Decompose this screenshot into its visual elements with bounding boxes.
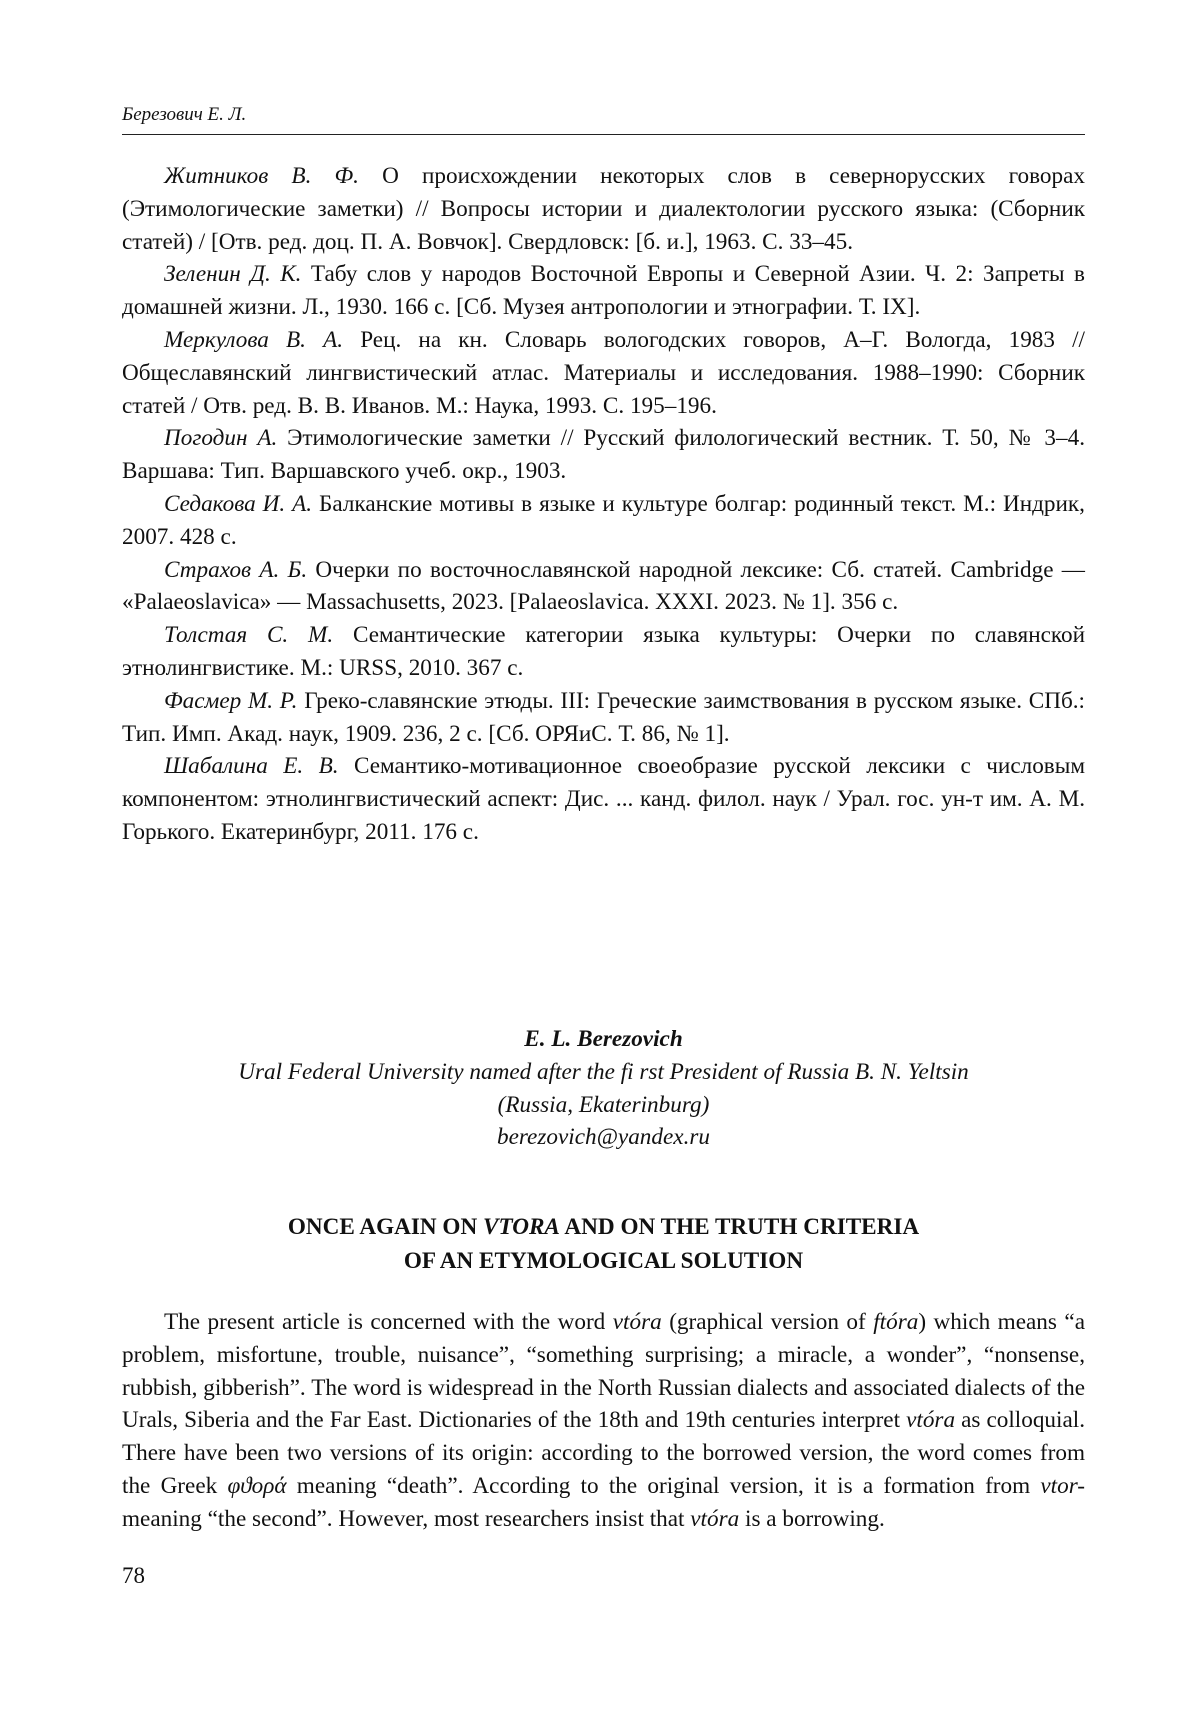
reference-text: Семантико-мотивационное своеобразие русской лексики с числовым компонентом: этнолингвистический аспект: Дис. ... канд. филол. наук / Урал. гос. ун-т им. А. М. Горького. Екатеринбург, 2011. 176 с. bbox=[122, 753, 1085, 845]
reference-text: Рец. на кн. Словарь вологодских говоров, А–Г. Вологда, 1983 // Общеславянский лингвистический атлас. Материалы и исследования. 1988–1990: Сборник статей / Отв. ред. В. В. Иванов. М.: Наука, 1993. С. 195–196. bbox=[122, 326, 1086, 419]
reference-author: Зеленин Д. К. bbox=[164, 261, 302, 288]
abstract-italic: φϑορά bbox=[227, 1472, 287, 1499]
author-location: (Russia, Ekaterinburg) bbox=[497, 1091, 710, 1118]
reference-author: Фасмер М. Р. bbox=[164, 687, 298, 714]
reference-text: О происхождении некоторых слов в севернорусских говорах (Этимологические заметки) // Вопросы истории и диалектологии русского языка: (Сборник статей) / [Отв. ред. доц. П. А. Вовчок]. Свердловск: [б. и.], 1963. С. 33–45. bbox=[122, 163, 1085, 255]
reference-author: Меркулова В. А. bbox=[164, 326, 344, 353]
reference-text: Семантические категории языка культуры: Очерки по славянской этнолингвистике. М.: URSS, 2010. 367 с. bbox=[122, 622, 1085, 681]
reference-list bbox=[122, 160, 1085, 849]
reference-item bbox=[122, 422, 1085, 488]
reference-item bbox=[122, 324, 1085, 422]
title-line-2: OF AN ETYMOLOGICAL SOLUTION bbox=[403, 1248, 804, 1274]
reference-item bbox=[122, 488, 1085, 554]
reference-author: Страхов А. Б. bbox=[164, 556, 308, 583]
reference-author: Толстая С. М. bbox=[164, 622, 334, 649]
reference-item bbox=[122, 554, 1085, 620]
abstract-text: is a borrowing. bbox=[739, 1505, 885, 1532]
title-text: AND ON THE TRUTH CRITERIA bbox=[559, 1214, 920, 1240]
abstract-text: ) which means “a problem, misfortune, trouble, nuisance”, “something surprising; a miracle, a wonder”, “nonsense, rubbish, gibberish”. The word is widespread in the North Russian dialects and associated dialects of the Urals, Siberia and the Far East. Dictionaries of the 18th and 19th centuries interpret bbox=[122, 1309, 1085, 1434]
abstract-italic: vtóra bbox=[690, 1505, 740, 1532]
reference-text: Табу слов у народов Восточной Европы и Северной Азии. Ч. 2: Запреты в домашней жизни. Л., 1930. 166 с. [Сб. Музея антропологии и этнографии. Т. IX]. bbox=[122, 261, 1085, 321]
running-head: Березович Е. Л. bbox=[122, 104, 247, 125]
title-text: ONCE AGAIN ON bbox=[287, 1214, 483, 1240]
author-institution: Ural Federal University named after the fi rst President of Russia B. N. Yeltsin bbox=[238, 1058, 969, 1085]
title-italic-word: VTORA bbox=[483, 1214, 560, 1240]
abstract-italic: vtóra bbox=[906, 1407, 956, 1434]
reference-text: Этимологические заметки // Русский филологический вестник. Т. 50, № 3–4. Варшава: Тип. Варшавского учеб. окр., 1903. bbox=[122, 425, 1085, 485]
reference-text: Балканские мотивы в языке и культуре болгар: родинный текст. М.: Индрик, 2007. 428 с. bbox=[122, 490, 1085, 550]
reference-text: Греко-славянские этюды. III: Греческие заимствования в русском языке. СПб.: Тип. Имп. Акад. наук, 1909. 236, 2 с. [Сб. ОРЯиС. Т. 86, № 1]. bbox=[122, 687, 1086, 747]
reference-author: Шабалина Е. В. bbox=[164, 753, 339, 780]
abstract-italic: ftóra bbox=[873, 1309, 919, 1335]
author-email: berezovich@yandex.ru bbox=[497, 1124, 710, 1151]
reference-item bbox=[122, 258, 1085, 324]
reference-author: Погодин А. bbox=[164, 425, 278, 452]
author-affiliation bbox=[122, 1023, 1085, 1154]
reference-item bbox=[122, 619, 1085, 685]
article-title bbox=[122, 1210, 1085, 1278]
abstract-paragraph bbox=[122, 1306, 1085, 1536]
reference-text: Очерки по восточнославянской народной лексике: Сб. статей. Cambridge — «Palaeoslavica» — Massachusetts, 2023. [Palaeoslavica. XXXI. 2023. № 1]. 356 с. bbox=[122, 556, 1085, 616]
abstract-text: meaning “death”. According to the original version, it is a formation from bbox=[286, 1472, 1041, 1499]
author-name: E. L. Berezovich bbox=[524, 1026, 683, 1052]
page-number: 78 bbox=[122, 1563, 145, 1588]
reference-author: Житников В. Ф. bbox=[164, 163, 359, 189]
reference-item bbox=[122, 750, 1085, 848]
reference-item bbox=[122, 160, 1085, 258]
title-line-1 bbox=[122, 1210, 1085, 1244]
abstract-text: as colloquial. There have been two versions of its origin: according to the borrowed version, the word comes from the Greek bbox=[122, 1407, 1086, 1499]
reference-author: Седакова И. А. bbox=[164, 490, 313, 517]
abstract-text: The present article is concerned with the word bbox=[164, 1309, 613, 1335]
abstract-italic: vtor- bbox=[1040, 1472, 1085, 1499]
reference-item bbox=[122, 685, 1085, 751]
header-rule bbox=[122, 134, 1085, 135]
abstract-italic: vtóra bbox=[612, 1309, 662, 1335]
abstract-text: (graphical version of bbox=[661, 1309, 874, 1335]
abstract-text: meaning “the second”. However, most researchers insist that bbox=[122, 1505, 691, 1532]
